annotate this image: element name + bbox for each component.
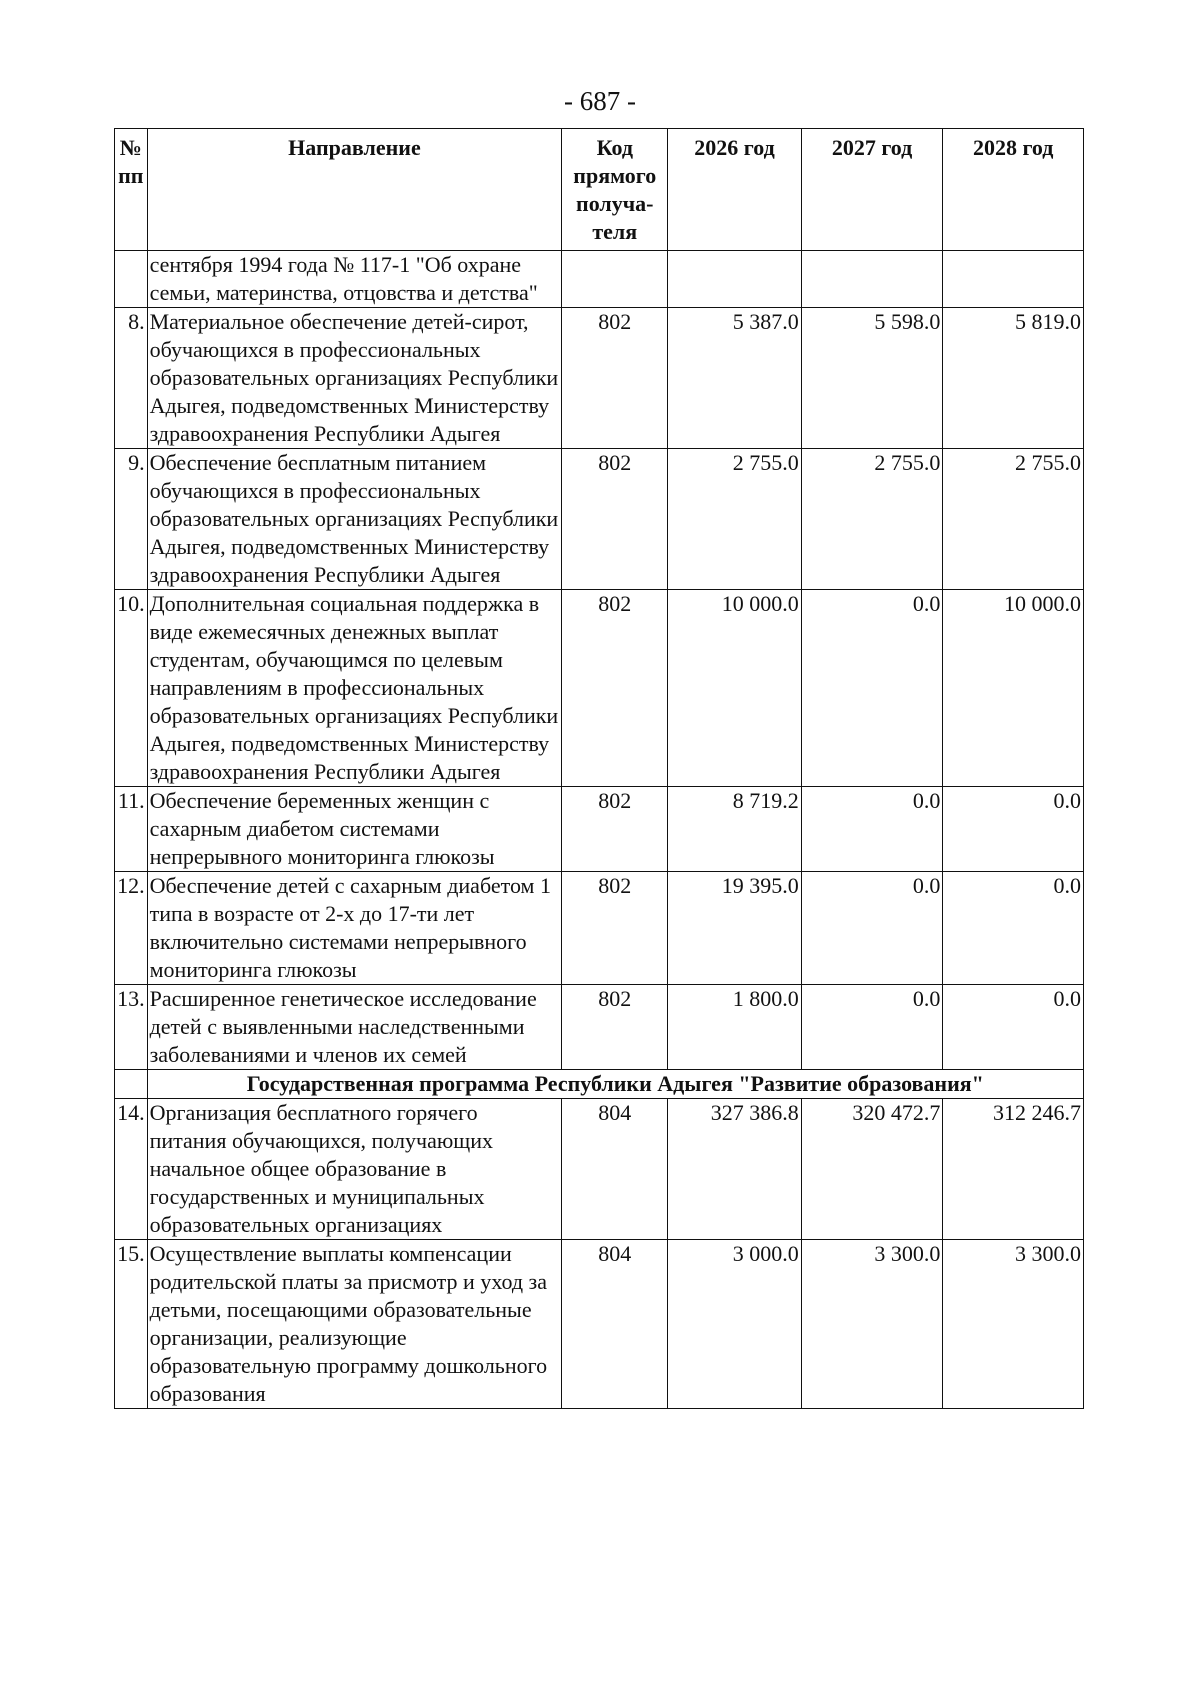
row-value-2028 (943, 251, 1084, 308)
table-row (115, 1099, 1084, 1240)
section-title: Государственная программа Республики Адыгея "Развитие образования" (147, 1070, 1083, 1099)
row-recipient-code: 804 (562, 1099, 668, 1240)
table-row (115, 787, 1084, 872)
row-value-2027: 2 755.0 (801, 449, 943, 590)
header-2026: 2026 год (668, 129, 801, 251)
row-value-2027: 0.0 (801, 985, 943, 1070)
header-direction: Направление (147, 129, 562, 251)
row-recipient-code: 802 (562, 872, 668, 985)
row-number (115, 1070, 148, 1099)
row-value-2026: 5 387.0 (668, 308, 801, 449)
row-direction: Расширенное генетическое исследование детей с выявленными наследственными заболеваниями и членов их семей (147, 985, 562, 1070)
table-row (115, 985, 1084, 1070)
page-number: - 687 - (564, 86, 636, 116)
header-2027: 2027 год (801, 129, 943, 251)
row-value-2028: 0.0 (943, 872, 1084, 985)
row-value-2027: 0.0 (801, 590, 943, 787)
row-recipient-code: 802 (562, 787, 668, 872)
row-value-2028: 10 000.0 (943, 590, 1084, 787)
row-value-2026: 3 000.0 (668, 1240, 801, 1409)
row-value-2028: 5 819.0 (943, 308, 1084, 449)
row-value-2027 (801, 251, 943, 308)
row-recipient-code (562, 251, 668, 308)
row-value-2026: 1 800.0 (668, 985, 801, 1070)
table-header-row (115, 129, 1084, 251)
row-recipient-code: 802 (562, 590, 668, 787)
row-value-2028: 0.0 (943, 787, 1084, 872)
row-number: 8. (115, 308, 148, 449)
table-row (115, 449, 1084, 590)
row-value-2027: 5 598.0 (801, 308, 943, 449)
row-direction: Обеспечение бесплатным питанием обучающихся в профессиональных образовательных организациях Республики Адыгея, подведомственных Министерству здравоохранения Республики Адыгея (147, 449, 562, 590)
row-recipient-code: 802 (562, 985, 668, 1070)
row-direction: Материальное обеспечение детей-сирот, обучающихся в профессиональных образовательных организациях Республики Адыгея, подведомственных Министерству здравоохранения Республики Адыгея (147, 308, 562, 449)
table-body (115, 251, 1084, 1409)
section-row (115, 1070, 1084, 1099)
row-value-2026: 8 719.2 (668, 787, 801, 872)
row-direction: Осуществление выплаты компенсации родительской платы за присмотр и уход за детьми, посещающими образовательные организации, реализующие образовательную программу дошкольного образования (147, 1240, 562, 1409)
row-value-2027: 0.0 (801, 872, 943, 985)
row-direction: сентября 1994 года № 117-1 "Об охране семьи, материнства, отцовства и детства" (147, 251, 562, 308)
row-number (115, 251, 148, 308)
row-value-2027: 320 472.7 (801, 1099, 943, 1240)
row-number: 9. (115, 449, 148, 590)
row-number: 15. (115, 1240, 148, 1409)
header-no: № пп (115, 129, 148, 251)
row-value-2028: 312 246.7 (943, 1099, 1084, 1240)
row-value-2026: 327 386.8 (668, 1099, 801, 1240)
row-value-2026: 10 000.0 (668, 590, 801, 787)
row-direction: Дополнительная социальная поддержка в виде ежемесячных денежных выплат студентам, обучающимся по целевым направлениям в профессиональных образовательных организациях Республики Адыгея, подведомственных Министерству здравоохранения Республики Адыгея (147, 590, 562, 787)
row-value-2026: 2 755.0 (668, 449, 801, 590)
row-value-2028: 3 300.0 (943, 1240, 1084, 1409)
table-row (115, 590, 1084, 787)
row-value-2028: 2 755.0 (943, 449, 1084, 590)
row-recipient-code: 804 (562, 1240, 668, 1409)
budget-table (114, 128, 1084, 1409)
row-number: 12. (115, 872, 148, 985)
table-row (115, 1240, 1084, 1409)
row-value-2026 (668, 251, 801, 308)
row-value-2027: 3 300.0 (801, 1240, 943, 1409)
row-number: 13. (115, 985, 148, 1070)
row-direction: Организация бесплатного горячего питания обучающихся, получающих начальное общее образование в государственных и муниципальных образовательных организациях (147, 1099, 562, 1240)
row-direction: Обеспечение беременных женщин с сахарным диабетом системами непрерывного мониторинга глюкозы (147, 787, 562, 872)
table-row (115, 251, 1084, 308)
row-number: 10. (115, 590, 148, 787)
row-direction: Обеспечение детей с сахарным диабетом 1 типа в возрасте от 2-х до 17-ти лет включительно системами непрерывного мониторинга глюкозы (147, 872, 562, 985)
table-row (115, 872, 1084, 985)
row-recipient-code: 802 (562, 449, 668, 590)
table-row (115, 308, 1084, 449)
row-value-2028: 0.0 (943, 985, 1084, 1070)
row-value-2027: 0.0 (801, 787, 943, 872)
row-number: 14. (115, 1099, 148, 1240)
row-number: 11. (115, 787, 148, 872)
row-value-2026: 19 395.0 (668, 872, 801, 985)
header-2028: 2028 год (943, 129, 1084, 251)
header-code: Код прямого получа-теля (562, 129, 668, 251)
row-recipient-code: 802 (562, 308, 668, 449)
